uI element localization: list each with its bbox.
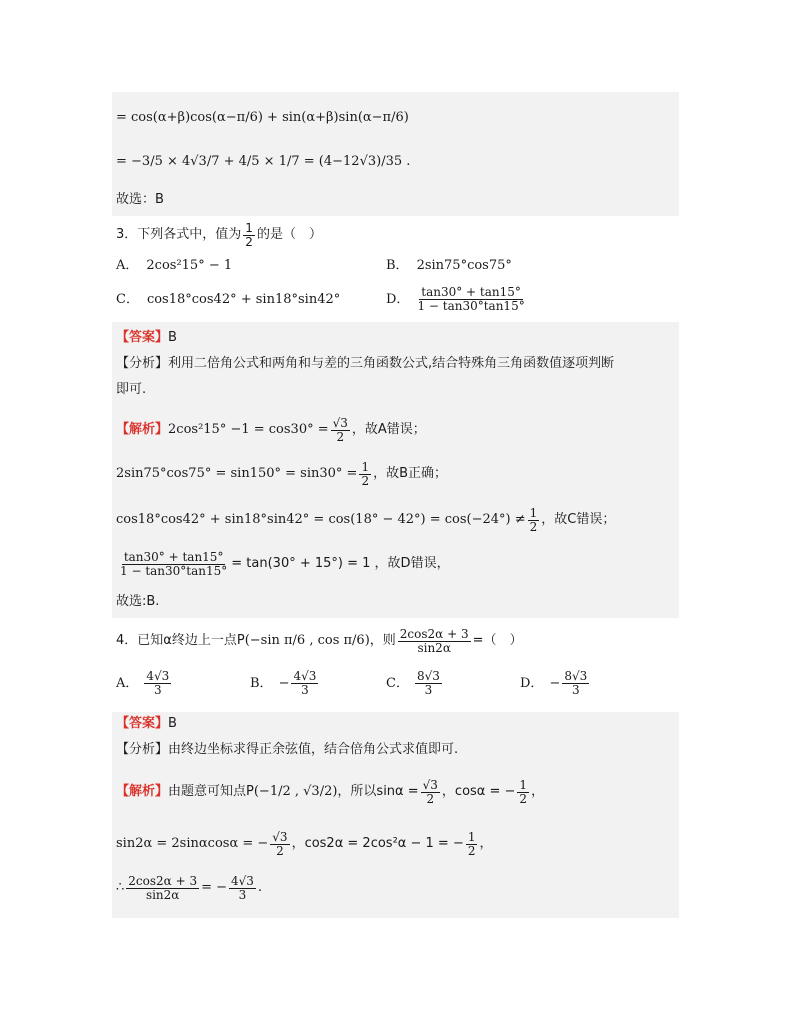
q3-stem-fraction: $\frac{1}{2}$ bbox=[245, 220, 253, 249]
q4-analysis: 【分析】 由终边坐标求得正余弦值，结合倍角公式求值即可. bbox=[116, 742, 459, 757]
q4-answer: 【答案】 B bbox=[116, 716, 177, 731]
q4-solution-line-2: sin2α = 2sinαcosα = − $\frac{√3}{2}$ ，cos2α = 2cos²α − 1 = − $\frac{1}{2}$ ， bbox=[116, 829, 493, 858]
q3-option-a[interactable]: A． 2cos²15° − 1 bbox=[116, 258, 233, 273]
q3-solution-line-3: cos18°cos42° + sin18°sin42° = cos(18° − 42°) = cos(−24°) ≠ $\frac{1}{2}$ ，故C错误； bbox=[116, 505, 616, 534]
q3-stem: 3． 下列各式中，值为 $\frac{1}{2}$ 的是（ ） bbox=[116, 220, 322, 249]
q3-analysis: 【分析】 利用二倍角公式和两角和与差的三角函数公式,结合特殊角三角函数值逐项判断 bbox=[116, 356, 615, 371]
q3-conclusion: 故选:B. bbox=[116, 594, 160, 609]
top-solution-line-1: = cos(α+β)cos(α−π/6) + sin(α+β)sin(α−π/6) bbox=[116, 110, 409, 125]
q3-option-d-fraction: $\frac{\tan 30^\circ + \tan 15^\circ}{1 - \tan 30^\circ\tan 15^\circ}$ bbox=[417, 285, 525, 313]
q4-option-b[interactable]: B． − $\frac{4√3}{3}$ bbox=[250, 669, 317, 697]
q4-stem: 4． 已知α终边上一点P (−sin π/6 , cos π/6) ，则 $\frac{2\cos 2\alpha + 3}{\sin 2\alpha}$ =（ ） bbox=[116, 626, 523, 655]
q4-solution-line-1: 【解析】 由题意可知点P (−1/2 , √3/2) ，所以sinα = $\frac{√3}{2}$ ，cosα = − $\frac{1}{2}$ ， bbox=[116, 777, 545, 806]
q4-option-d[interactable]: D． − $\frac{8√3}{3}$ bbox=[520, 669, 588, 697]
q3-solution-line-2: 2sin75°cos75° = sin150° = sin30° = $\frac{1}{2}$ ，故B正确； bbox=[116, 459, 447, 488]
q4-option-a[interactable]: A． $\frac{4√3}{3}$ bbox=[116, 669, 170, 697]
q3-option-b[interactable]: B． 2sin75°cos75° bbox=[386, 258, 512, 273]
q3-analysis-cont: 即可. bbox=[116, 382, 147, 397]
q3-answer: 【答案】 B bbox=[116, 330, 177, 345]
q4-solution-line-3: ∴ $\frac{2\cos 2\alpha + 3}{\sin 2\alpha}$ = − $\frac{4√3}{3}$ . bbox=[116, 873, 263, 902]
q4-option-c[interactable]: C． $\frac{8√3}{3}$ bbox=[386, 669, 440, 697]
top-solution-conclusion: 故选：B bbox=[116, 192, 164, 207]
top-solution-line-2: = −3/5 × 4√3/7 + 4/5 × 1/7 = (4−12√3)/35 . bbox=[116, 154, 411, 169]
q3-option-d[interactable]: D． $\frac{\tan 30^\circ + \tan 15^\circ}{1 - \tan 30^\circ\tan 15^\circ}$ bbox=[386, 285, 525, 313]
q3-solution-line-1: 【解析】 2cos²15° −1 = cos30° = $\frac{√3}{2}$ ，故A错误； bbox=[116, 415, 426, 444]
q3-option-c[interactable]: C． cos18°cos42° + sin18°sin42° bbox=[116, 292, 341, 307]
q3-solution-line-4: $\frac{\tan 30^\circ + \tan 15^\circ}{1 - \tan 30^\circ\tan 15^\circ}$ = tan(30° + 15°) = 1 ，故D错误， bbox=[120, 549, 450, 578]
